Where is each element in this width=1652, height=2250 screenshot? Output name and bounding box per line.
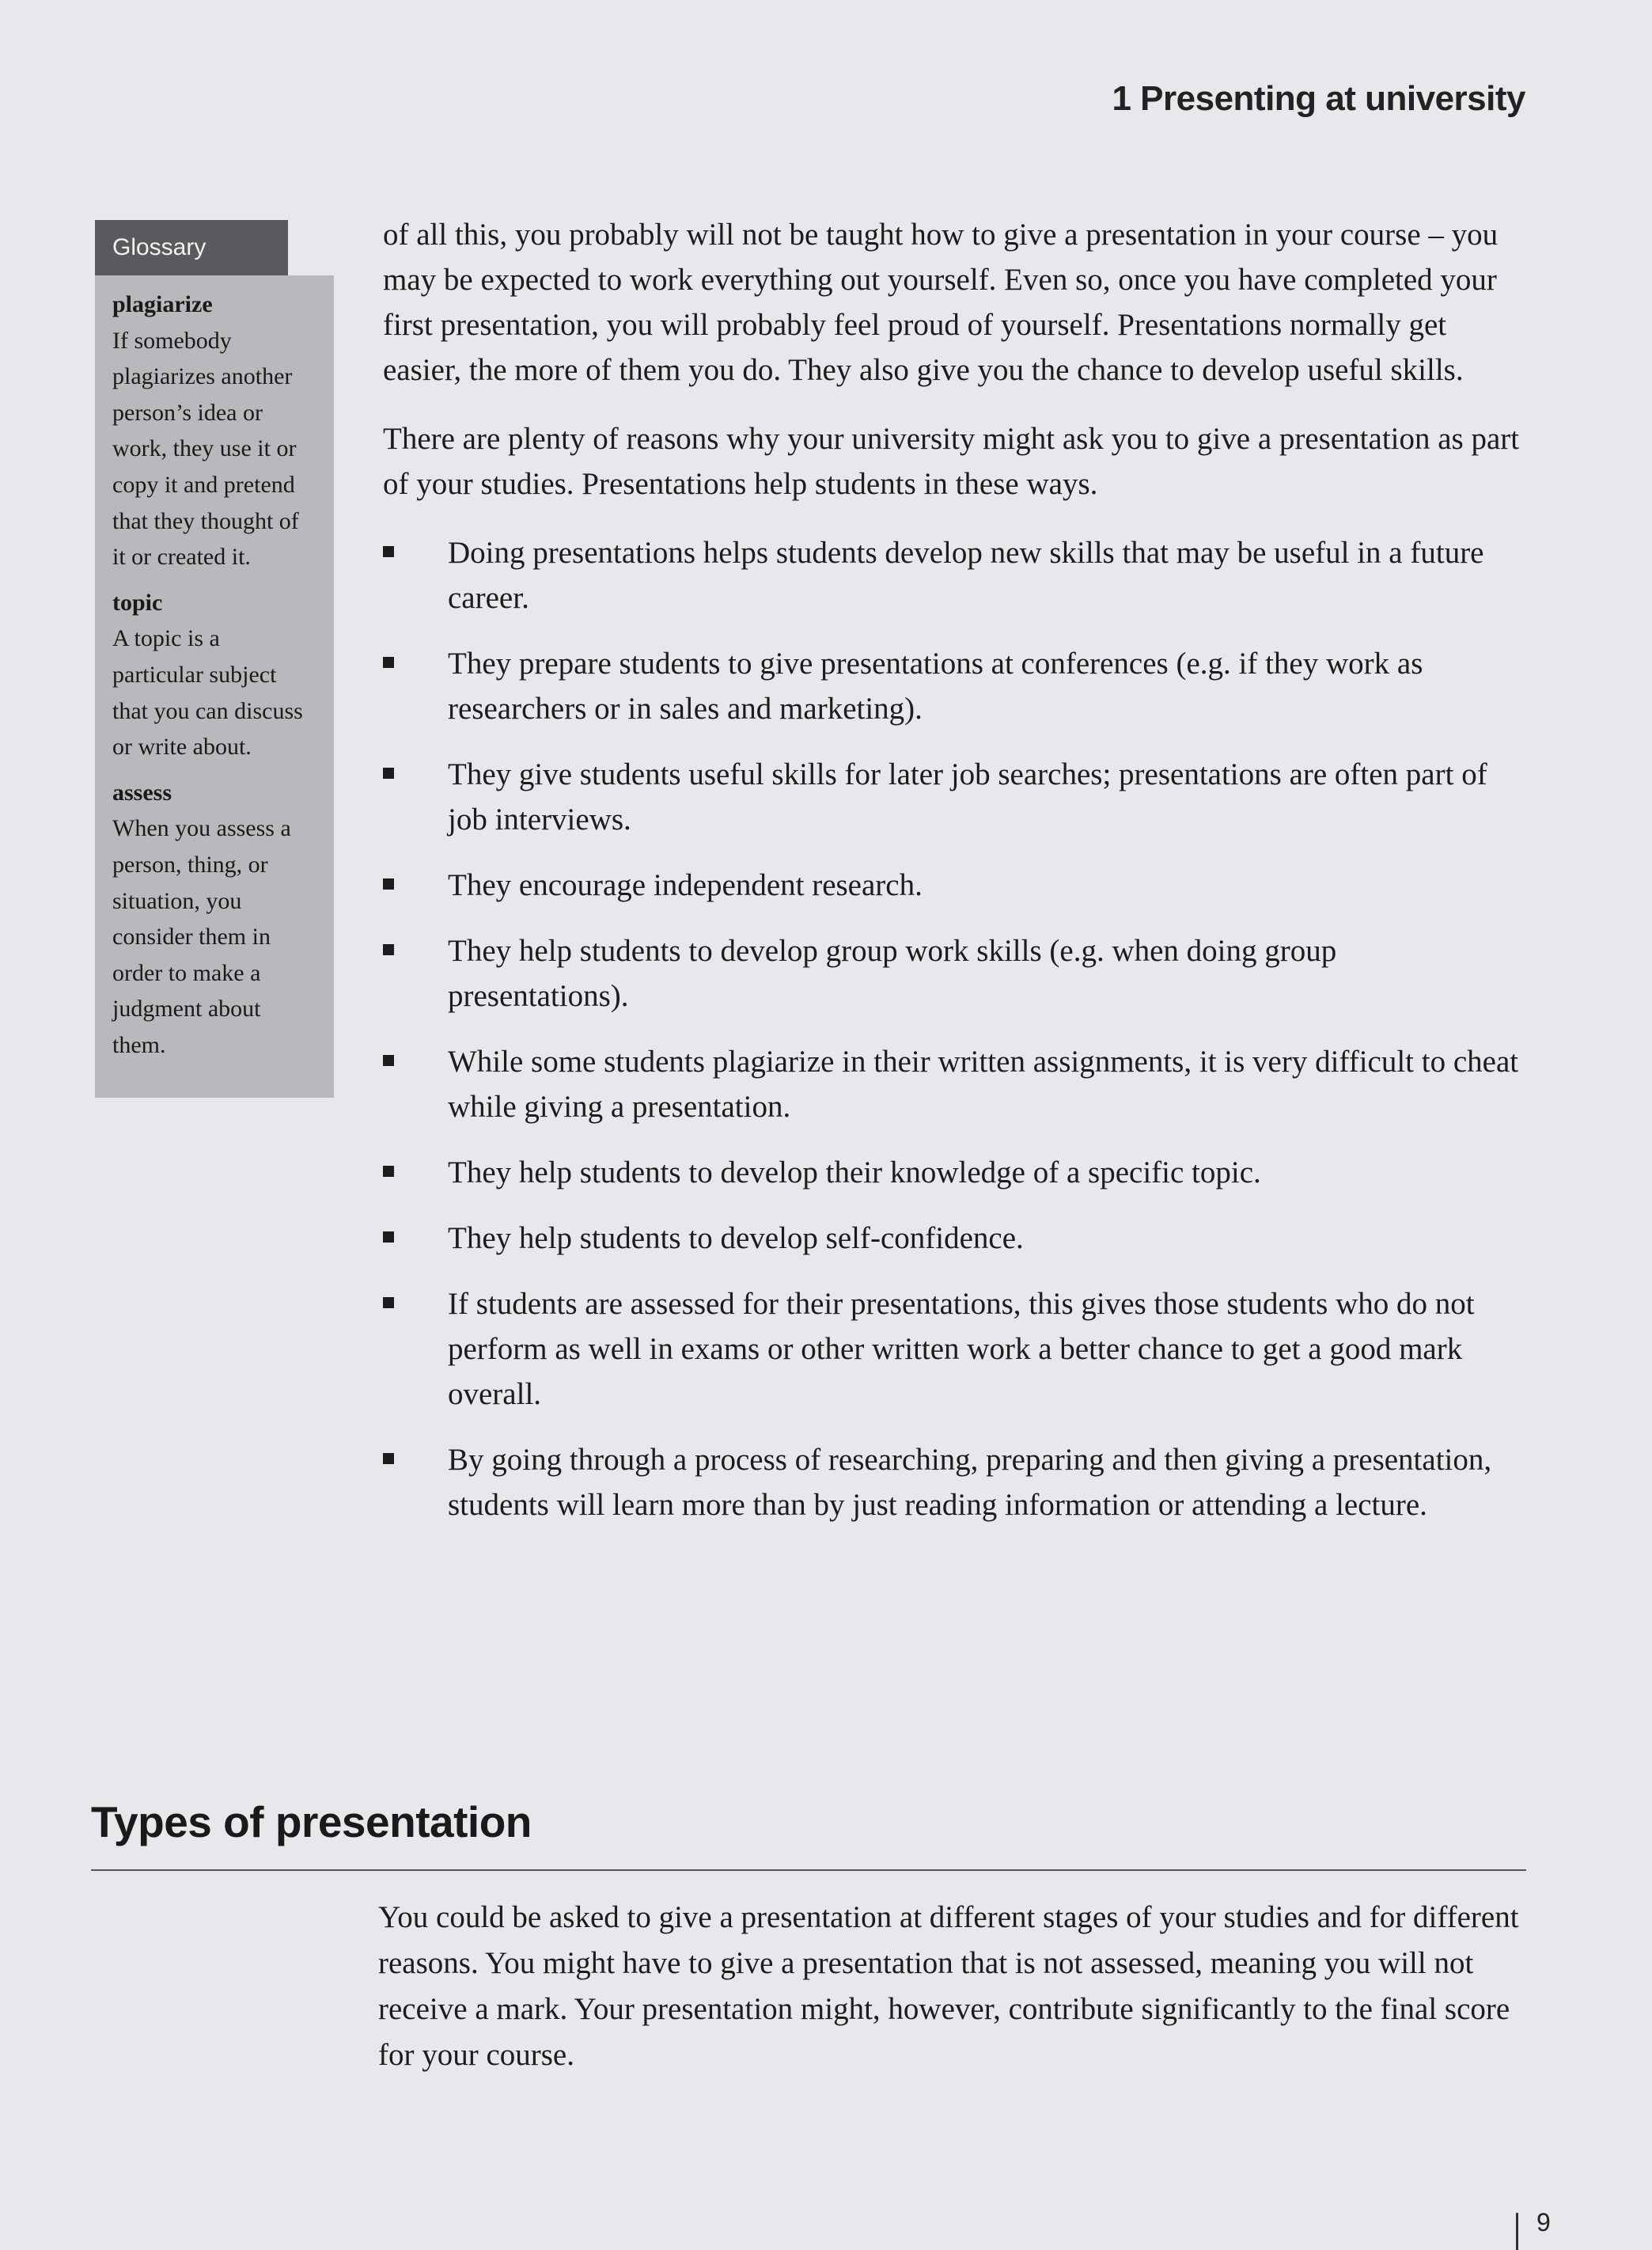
main-text	[383, 212, 1522, 1548]
benefits-list	[383, 530, 1522, 1527]
list-item-text: They prepare students to give presentations at conferences (e.g. if they work as researchers or in sales and marketing).	[448, 647, 1423, 726]
page-number-divider	[1516, 2213, 1518, 2250]
glossary-definition: If somebody plagiarizes another person’s idea or work, they use it or copy it and pretend that they thought of it or created it.	[112, 327, 299, 571]
bullet-icon	[383, 878, 394, 890]
list-item	[383, 1216, 1522, 1261]
list-item-text: If students are assessed for their presentations, this gives those students who do not perform as well in exams or other written work a better chance to get a good mark overall.	[448, 1287, 1475, 1411]
list-item	[383, 1039, 1522, 1129]
list-item	[383, 530, 1522, 620]
glossary-box	[95, 220, 334, 1098]
bullet-icon	[383, 546, 394, 557]
glossary-entry	[112, 286, 316, 575]
glossary-definition: A topic is a particular subject that you can discuss or write about.	[112, 625, 303, 761]
list-item	[383, 752, 1522, 842]
list-item-text: They give students useful skills for later job searches; presentations are often part of job interviews.	[448, 757, 1487, 837]
list-item-text: While some students plagiarize in their written assignments, it is very difficult to cheat while giving a presentation.	[448, 1045, 1519, 1124]
bullet-icon	[383, 1453, 394, 1464]
page-number: 9	[1536, 2208, 1551, 2237]
bullet-icon	[383, 657, 394, 668]
bullet-icon	[383, 1055, 394, 1066]
list-item	[383, 1150, 1522, 1195]
bullet-icon	[383, 944, 394, 955]
list-item-text: They help students to develop their knowledge of a specific topic.	[448, 1155, 1261, 1190]
list-item-text: By going through a process of researching, preparing and then giving a presentation, students will learn more than by just reading information or attending a lecture.	[448, 1443, 1492, 1522]
list-item	[383, 1281, 1522, 1417]
glossary-entry	[112, 585, 316, 765]
glossary-term: plagiarize	[112, 291, 213, 317]
section-heading: Types of presentation	[91, 1797, 532, 1846]
list-item-text: They help students to develop group work skills (e.g. when doing group presentations).	[448, 934, 1337, 1013]
list-item	[383, 1437, 1522, 1527]
glossary-title: Glossary	[95, 220, 288, 275]
bullet-icon	[383, 1297, 394, 1308]
glossary-body	[95, 275, 334, 1098]
bullet-icon	[383, 768, 394, 779]
list-item	[383, 928, 1522, 1019]
glossary-entry	[112, 775, 316, 1064]
glossary-term: topic	[112, 589, 163, 616]
list-item-text: They help students to develop self-confidence.	[448, 1221, 1024, 1255]
section-paragraph: You could be asked to give a presentation at different stages of your studies and for different reasons. You might have to give a presentation that is not assessed, meaning you will not receive a mark. Your presentation might, however, contribute significantly to the final score for your course.	[378, 1900, 1519, 2072]
list-item	[383, 863, 1522, 908]
chapter-title: 1 Presenting at university	[1112, 79, 1525, 118]
bullet-icon	[383, 1166, 394, 1177]
body-paragraph: of all this, you probably will not be taught how to give a presentation in your course – you may be expected to work everything out yourself. Even so, once you have completed your first presentation, you will probably feel proud of yourself. Presentations normally get easier, the more of them you do. They also give you the chance to develop useful skills.	[383, 218, 1499, 387]
bullet-icon	[383, 1231, 394, 1243]
list-item	[383, 641, 1522, 731]
glossary-term: assess	[112, 779, 172, 806]
list-item-text: They encourage independent research.	[448, 868, 923, 902]
list-item-text: Doing presentations helps students develop new skills that may be useful in a future career.	[448, 536, 1484, 615]
glossary-definition: When you assess a person, thing, or situation, you consider them in order to make a judgment about them.	[112, 815, 291, 1058]
body-paragraph: There are plenty of reasons why your university might ask you to give a presentation as part of your studies. Presentations help students in these ways.	[383, 422, 1520, 501]
section-divider	[91, 1869, 1526, 1871]
